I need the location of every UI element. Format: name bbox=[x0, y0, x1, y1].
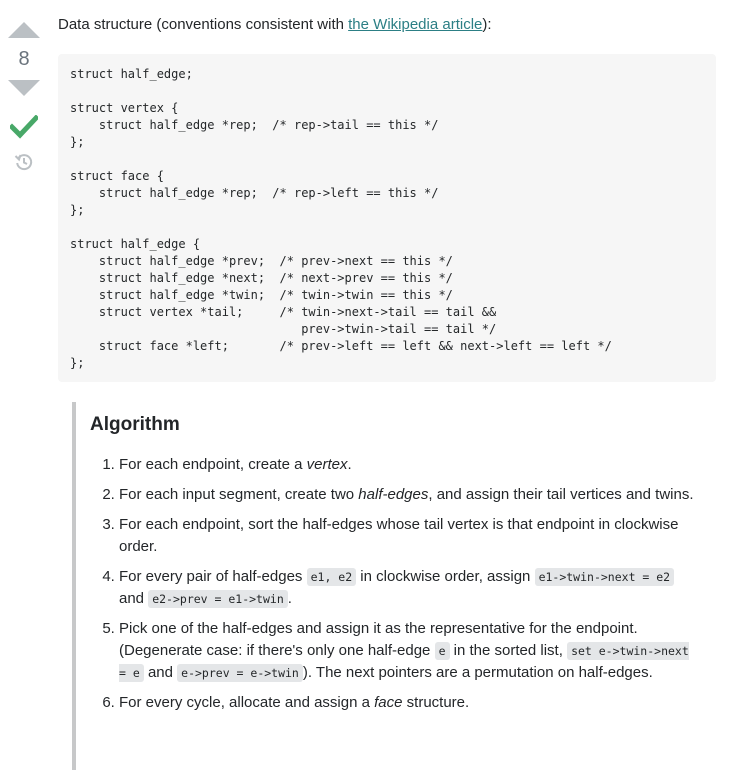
algorithm-step-5: 5. Pick one of the half-edges and assign it as the representative for the endpoint. (Degenerate case: if there's only one half-edge e in the sorted list, set e->twin->next = e and e->prev = e->twin ). The next pointers are a permutation on half-edges. bbox=[119, 618, 716, 684]
revision-history-icon[interactable] bbox=[0, 148, 48, 176]
algorithm-blockquote bbox=[72, 402, 716, 770]
wikipedia-link[interactable]: the Wikipedia article bbox=[348, 16, 483, 33]
inline-code: e1, e2 bbox=[307, 568, 357, 586]
intro-paragraph bbox=[58, 15, 492, 35]
algorithm-step-3: 3. For each endpoint, sort the half-edges whose tail vertex is that endpoint in clockwise order. bbox=[119, 514, 716, 558]
downvote-arrow-icon bbox=[8, 80, 40, 96]
code-block: struct half_edge; struct vertex { struct half_edge *rep; /* rep->tail == this */ }; struct face { struct half_edge *rep; /* rep->left == this */ }; struct half_edge { struct half_edge *prev; /* prev->next == this */ struct half_edge *next; /* next->prev == this */ struct half_edge *twin; /* twin->twin == this */ struct vertex *tail; /* twin->next->tail == tail && prev->twin->tail == tail */ struct face *left; /* prev->left == left && next->left == left */ }; bbox=[58, 54, 716, 382]
inline-code: e bbox=[435, 642, 450, 660]
algorithm-steps bbox=[90, 454, 716, 714]
vote-cell bbox=[0, 14, 48, 176]
upvote-button[interactable] bbox=[0, 14, 48, 46]
inline-code: set e->twin->next = e bbox=[119, 644, 689, 680]
inline-code: e2->prev = e1->twin bbox=[148, 590, 288, 608]
algorithm-step-2: 2. For each input segment, create two half-edges, and assign their tail vertices and twins. bbox=[119, 484, 716, 506]
downvote-button[interactable] bbox=[0, 72, 48, 104]
accepted-checkmark-icon bbox=[0, 112, 48, 142]
algorithm-step-1: 1. For each endpoint, create a vertex. bbox=[119, 454, 716, 476]
vote-count: 8 bbox=[18, 48, 30, 70]
intro-prefix: Data structure (conventions consistent with bbox=[58, 16, 349, 33]
algorithm-step-4: 4. For every pair of half-edges e1, e2 in clockwise order, assign e1->twin->next = e2 and e2->prev = e1->twin . bbox=[119, 566, 716, 610]
algorithm-heading: Algorithm bbox=[90, 414, 180, 435]
upvote-arrow-icon bbox=[8, 22, 40, 38]
algorithm-step-6: 6. For every cycle, allocate and assign a face structure. bbox=[119, 692, 716, 714]
inline-code: e1->twin->next = e2 bbox=[535, 568, 675, 586]
intro-suffix: ): bbox=[482, 16, 492, 33]
inline-code: e->prev = e->twin bbox=[177, 664, 303, 682]
